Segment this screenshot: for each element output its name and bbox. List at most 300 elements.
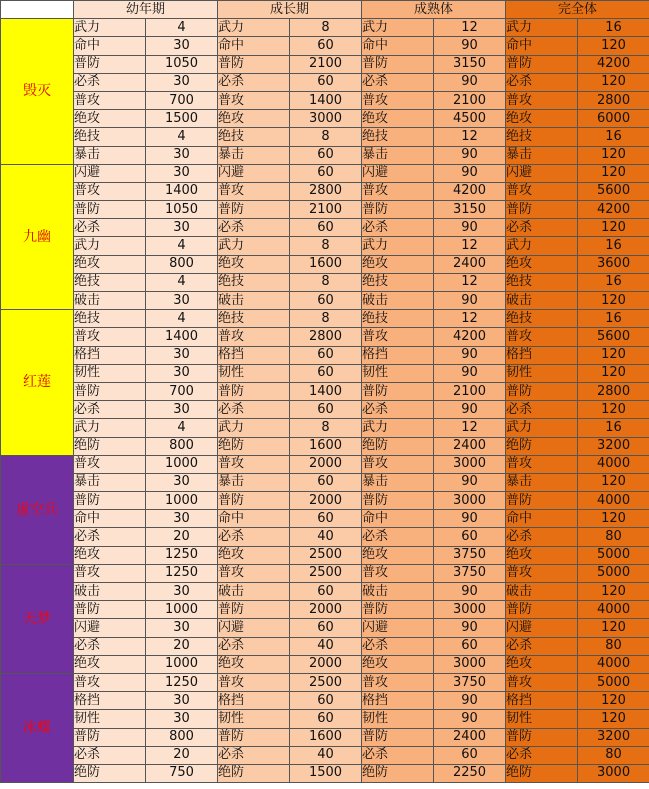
attribute-name-cell: 绝攻	[74, 110, 146, 128]
attribute-name-cell: 普攻	[506, 328, 578, 346]
attribute-name-cell: 绝防	[506, 764, 578, 782]
attribute-name-cell: 普防	[218, 492, 290, 510]
attribute-value-cell: 4000	[578, 655, 649, 673]
attribute-name-cell: 普防	[506, 492, 578, 510]
attribute-name-cell: 闪避	[506, 619, 578, 637]
attribute-value-cell: 6000	[578, 110, 649, 128]
attribute-name-cell: 绝攻	[506, 546, 578, 564]
attribute-value-cell: 12	[434, 237, 506, 255]
attribute-name-cell: 命中	[506, 510, 578, 528]
attribute-value-cell: 20	[146, 637, 218, 655]
attribute-name-cell: 格挡	[218, 346, 290, 364]
attribute-value-cell: 8	[290, 128, 362, 146]
attribute-name-cell: 格挡	[74, 692, 146, 710]
attribute-value-cell: 30	[146, 510, 218, 528]
attribute-value-cell: 120	[578, 37, 649, 55]
attribute-value-cell: 800	[146, 437, 218, 455]
attribute-name-cell: 韧性	[74, 710, 146, 728]
attribute-name-cell: 格挡	[218, 692, 290, 710]
attribute-value-cell: 8	[290, 310, 362, 328]
attribute-name-cell: 武力	[362, 419, 434, 437]
attribute-name-cell: 格挡	[74, 346, 146, 364]
attribute-name-cell: 普防	[74, 201, 146, 219]
attribute-value-cell: 80	[578, 528, 649, 546]
attribute-value-cell: 16	[578, 128, 649, 146]
attribute-name-cell: 普攻	[506, 564, 578, 582]
attribute-name-cell: 韧性	[506, 710, 578, 728]
attribute-name-cell: 绝技	[506, 128, 578, 146]
attribute-name-cell: 绝攻	[506, 655, 578, 673]
attribute-name-cell: 绝技	[362, 273, 434, 291]
attribute-name-cell: 普攻	[506, 91, 578, 109]
attribute-name-cell: 暴击	[74, 146, 146, 164]
attribute-value-cell: 5600	[578, 328, 649, 346]
attribute-value-cell: 1400	[290, 382, 362, 400]
attribute-value-cell: 2100	[290, 201, 362, 219]
attribute-name-cell: 普防	[362, 55, 434, 73]
attribute-name-cell: 普防	[218, 728, 290, 746]
attribute-value-cell: 40	[290, 528, 362, 546]
table-row	[1, 510, 649, 528]
attribute-name-cell: 必杀	[506, 401, 578, 419]
table-row	[1, 164, 649, 182]
attribute-name-cell: 绝技	[218, 128, 290, 146]
table-row	[1, 419, 649, 437]
group-label: 冰蝶	[1, 673, 74, 782]
attribute-value-cell: 2500	[290, 546, 362, 564]
attribute-name-cell: 必杀	[362, 219, 434, 237]
attribute-name-cell: 武力	[506, 419, 578, 437]
attribute-value-cell: 30	[146, 583, 218, 601]
attribute-name-cell: 必杀	[362, 401, 434, 419]
attribute-value-cell: 2250	[434, 764, 506, 782]
attribute-value-cell: 120	[578, 401, 649, 419]
attribute-value-cell: 1600	[290, 437, 362, 455]
attribute-name-cell: 绝技	[506, 273, 578, 291]
attribute-name-cell: 普攻	[74, 182, 146, 200]
attribute-value-cell: 90	[434, 164, 506, 182]
attribute-name-cell: 暴击	[362, 473, 434, 491]
attribute-value-cell: 30	[146, 146, 218, 164]
attribute-value-cell: 750	[146, 764, 218, 782]
attribute-name-cell: 普防	[506, 601, 578, 619]
attribute-value-cell: 60	[290, 583, 362, 601]
attribute-value-cell: 1050	[146, 201, 218, 219]
attribute-value-cell: 120	[578, 146, 649, 164]
attribute-name-cell: 普防	[506, 382, 578, 400]
attribute-value-cell: 2500	[290, 564, 362, 582]
attribute-value-cell: 1500	[290, 764, 362, 782]
group-label: 天梦	[1, 564, 74, 673]
table-body	[1, 19, 649, 783]
attribute-name-cell: 普攻	[506, 182, 578, 200]
attribute-name-cell: 普防	[74, 492, 146, 510]
attribute-name-cell: 武力	[218, 419, 290, 437]
attribute-name-cell: 普攻	[362, 91, 434, 109]
table-row	[1, 437, 649, 455]
attribute-name-cell: 普攻	[218, 455, 290, 473]
table-row	[1, 255, 649, 273]
attribute-value-cell: 3750	[434, 546, 506, 564]
attribute-name-cell: 武力	[362, 19, 434, 37]
attribute-name-cell: 韧性	[218, 364, 290, 382]
attribute-value-cell: 2100	[290, 55, 362, 73]
attribute-value-cell: 60	[290, 364, 362, 382]
table-row	[1, 601, 649, 619]
attribute-name-cell: 绝攻	[362, 546, 434, 564]
table-row	[1, 91, 649, 109]
table-row	[1, 473, 649, 491]
attribute-value-cell: 2800	[578, 91, 649, 109]
attribute-name-cell: 绝攻	[74, 655, 146, 673]
attribute-value-cell: 60	[290, 710, 362, 728]
attribute-name-cell: 破击	[218, 583, 290, 601]
attribute-name-cell: 普防	[74, 728, 146, 746]
group-label: 红莲	[1, 310, 74, 456]
attribute-value-cell: 30	[146, 401, 218, 419]
attribute-name-cell: 命中	[362, 37, 434, 55]
attribute-value-cell: 30	[146, 692, 218, 710]
attribute-name-cell: 暴击	[74, 473, 146, 491]
attribute-value-cell: 120	[578, 692, 649, 710]
attribute-name-cell: 绝攻	[74, 255, 146, 273]
attribute-name-cell: 普防	[218, 382, 290, 400]
header-row	[1, 1, 649, 19]
attribute-value-cell: 12	[434, 273, 506, 291]
attribute-value-cell: 3150	[434, 201, 506, 219]
table-row	[1, 73, 649, 91]
attribute-value-cell: 60	[434, 528, 506, 546]
attribute-name-cell: 闪避	[74, 164, 146, 182]
attribute-value-cell: 1250	[146, 564, 218, 582]
table-row	[1, 710, 649, 728]
attribute-name-cell: 韧性	[362, 710, 434, 728]
attribute-value-cell: 700	[146, 382, 218, 400]
table-row	[1, 655, 649, 673]
header-corner	[1, 1, 74, 19]
header-stage-1: 幼年期	[74, 1, 218, 19]
attribute-name-cell: 必杀	[506, 637, 578, 655]
attribute-name-cell: 破击	[74, 583, 146, 601]
attribute-name-cell: 韧性	[362, 364, 434, 382]
table-row	[1, 546, 649, 564]
attribute-value-cell: 120	[578, 510, 649, 528]
attribute-value-cell: 40	[290, 746, 362, 764]
attribute-value-cell: 90	[434, 146, 506, 164]
attribute-name-cell: 必杀	[74, 637, 146, 655]
attribute-value-cell: 90	[434, 710, 506, 728]
attribute-name-cell: 普防	[362, 492, 434, 510]
attribute-value-cell: 4	[146, 273, 218, 291]
attribute-value-cell: 3000	[434, 455, 506, 473]
attribute-value-cell: 2400	[434, 437, 506, 455]
attribute-value-cell: 4200	[434, 328, 506, 346]
attribute-value-cell: 90	[434, 619, 506, 637]
table-row	[1, 310, 649, 328]
attribute-value-cell: 12	[434, 128, 506, 146]
attribute-name-cell: 普攻	[218, 182, 290, 200]
attribute-name-cell: 普攻	[218, 91, 290, 109]
attribute-name-cell: 普攻	[362, 455, 434, 473]
attribute-name-cell: 破击	[506, 292, 578, 310]
attribute-value-cell: 90	[434, 364, 506, 382]
attribute-name-cell: 绝防	[218, 437, 290, 455]
attribute-name-cell: 必杀	[506, 746, 578, 764]
attribute-name-cell: 必杀	[74, 401, 146, 419]
attribute-name-cell: 暴击	[506, 473, 578, 491]
attribute-value-cell: 4200	[434, 182, 506, 200]
attribute-value-cell: 90	[434, 692, 506, 710]
attribute-name-cell: 破击	[74, 292, 146, 310]
attribute-name-cell: 普攻	[218, 673, 290, 691]
attribute-name-cell: 绝攻	[506, 255, 578, 273]
attribute-name-cell: 格挡	[362, 692, 434, 710]
attribute-value-cell: 90	[434, 73, 506, 91]
attribute-value-cell: 60	[290, 401, 362, 419]
attribute-name-cell: 普攻	[74, 91, 146, 109]
attribute-name-cell: 绝技	[362, 310, 434, 328]
attribute-name-cell: 绝攻	[362, 110, 434, 128]
attribute-name-cell: 必杀	[218, 219, 290, 237]
header-stage-4: 完全体	[506, 1, 649, 19]
attribute-value-cell: 120	[578, 583, 649, 601]
attribute-value-cell: 30	[146, 164, 218, 182]
attribute-name-cell: 普防	[362, 201, 434, 219]
attribute-value-cell: 1600	[290, 728, 362, 746]
table-row	[1, 19, 649, 37]
attribute-value-cell: 60	[290, 346, 362, 364]
attribute-value-cell: 30	[146, 473, 218, 491]
attribute-name-cell: 必杀	[74, 73, 146, 91]
attribute-value-cell: 90	[434, 583, 506, 601]
attribute-value-cell: 40	[290, 637, 362, 655]
table-row	[1, 146, 649, 164]
attribute-name-cell: 破击	[362, 292, 434, 310]
attribute-value-cell: 120	[578, 346, 649, 364]
attribute-value-cell: 60	[434, 746, 506, 764]
attribute-value-cell: 3150	[434, 55, 506, 73]
attribute-name-cell: 普防	[74, 55, 146, 73]
attribute-value-cell: 5000	[578, 564, 649, 582]
attribute-name-cell: 武力	[74, 237, 146, 255]
attribute-name-cell: 普攻	[74, 564, 146, 582]
attribute-name-cell: 普防	[218, 601, 290, 619]
attribute-name-cell: 绝技	[218, 310, 290, 328]
attribute-name-cell: 格挡	[506, 346, 578, 364]
attribute-value-cell: 8	[290, 237, 362, 255]
attribute-name-cell: 绝技	[218, 273, 290, 291]
attribute-name-cell: 绝防	[362, 764, 434, 782]
table-row	[1, 182, 649, 200]
attribute-value-cell: 2500	[290, 673, 362, 691]
attribute-value-cell: 2000	[290, 455, 362, 473]
attribute-value-cell: 3000	[434, 492, 506, 510]
attribute-value-cell: 60	[434, 637, 506, 655]
attribute-value-cell: 1400	[146, 328, 218, 346]
table-row	[1, 764, 649, 782]
attribute-value-cell: 1000	[146, 655, 218, 673]
table-row	[1, 619, 649, 637]
attribute-name-cell: 绝攻	[218, 110, 290, 128]
attribute-value-cell: 120	[578, 619, 649, 637]
attribute-value-cell: 30	[146, 710, 218, 728]
attribute-name-cell: 绝防	[362, 437, 434, 455]
attribute-name-cell: 韧性	[74, 364, 146, 382]
attribute-value-cell: 800	[146, 255, 218, 273]
attribute-value-cell: 30	[146, 73, 218, 91]
attribute-name-cell: 武力	[506, 19, 578, 37]
attribute-value-cell: 8	[290, 419, 362, 437]
attribute-name-cell: 破击	[506, 583, 578, 601]
table-row	[1, 37, 649, 55]
attribute-value-cell: 90	[434, 510, 506, 528]
attribute-name-cell: 必杀	[218, 528, 290, 546]
attribute-value-cell: 3200	[578, 437, 649, 455]
attribute-value-cell: 3750	[434, 564, 506, 582]
table-row	[1, 237, 649, 255]
attribute-name-cell: 普防	[362, 382, 434, 400]
attribute-name-cell: 武力	[74, 19, 146, 37]
attribute-value-cell: 3750	[434, 673, 506, 691]
attribute-value-cell: 4	[146, 128, 218, 146]
attribute-value-cell: 4	[146, 419, 218, 437]
attribute-name-cell: 武力	[506, 237, 578, 255]
attribute-value-cell: 5000	[578, 673, 649, 691]
header-stage-2: 成长期	[218, 1, 362, 19]
attribute-name-cell: 绝攻	[218, 546, 290, 564]
attribute-name-cell: 武力	[362, 237, 434, 255]
attribute-name-cell: 命中	[506, 37, 578, 55]
attribute-value-cell: 3000	[290, 110, 362, 128]
attribute-value-cell: 60	[290, 73, 362, 91]
attribute-value-cell: 8	[290, 19, 362, 37]
attribute-name-cell: 绝防	[218, 764, 290, 782]
attribute-value-cell: 700	[146, 91, 218, 109]
attribute-name-cell: 必杀	[218, 73, 290, 91]
attribute-value-cell: 2100	[434, 382, 506, 400]
table-row	[1, 328, 649, 346]
attribute-name-cell: 普防	[506, 728, 578, 746]
attribute-value-cell: 2000	[290, 601, 362, 619]
attribute-value-cell: 80	[578, 746, 649, 764]
attribute-value-cell: 2800	[290, 182, 362, 200]
attribute-name-cell: 武力	[74, 419, 146, 437]
attribute-name-cell: 绝技	[506, 310, 578, 328]
attribute-value-cell: 120	[578, 710, 649, 728]
attribute-value-cell: 1050	[146, 55, 218, 73]
table-row	[1, 128, 649, 146]
attribute-value-cell: 60	[290, 146, 362, 164]
attribute-value-cell: 120	[578, 73, 649, 91]
table-row	[1, 273, 649, 291]
attribute-value-cell: 5600	[578, 182, 649, 200]
attribute-value-cell: 60	[290, 510, 362, 528]
attribute-value-cell: 60	[290, 473, 362, 491]
attribute-name-cell: 必杀	[218, 637, 290, 655]
table-row	[1, 110, 649, 128]
attribute-value-cell: 30	[146, 292, 218, 310]
attribute-name-cell: 武力	[218, 19, 290, 37]
attribute-value-cell: 4	[146, 310, 218, 328]
attribute-value-cell: 30	[146, 619, 218, 637]
attribute-name-cell: 必杀	[362, 637, 434, 655]
attribute-value-cell: 90	[434, 292, 506, 310]
attribute-name-cell: 普攻	[218, 564, 290, 582]
attribute-value-cell: 16	[578, 237, 649, 255]
attribute-name-cell: 必杀	[218, 746, 290, 764]
attribute-value-cell: 8	[290, 273, 362, 291]
attribute-value-cell: 1250	[146, 673, 218, 691]
attribute-name-cell: 普攻	[362, 564, 434, 582]
attribute-name-cell: 必杀	[74, 219, 146, 237]
attribute-value-cell: 2000	[290, 492, 362, 510]
attribute-value-cell: 120	[578, 364, 649, 382]
table-row	[1, 219, 649, 237]
attribute-value-cell: 120	[578, 292, 649, 310]
table-row	[1, 346, 649, 364]
attribute-name-cell: 闪避	[218, 164, 290, 182]
attribute-name-cell: 格挡	[362, 346, 434, 364]
attribute-value-cell: 3600	[578, 255, 649, 273]
group-label: 九幽	[1, 164, 74, 310]
attribute-value-cell: 60	[290, 619, 362, 637]
group-label: 毁灭	[1, 19, 74, 165]
attribute-name-cell: 普攻	[506, 455, 578, 473]
attribute-value-cell: 3000	[434, 655, 506, 673]
table-row	[1, 401, 649, 419]
attribute-value-cell: 4200	[578, 201, 649, 219]
attribute-value-cell: 60	[290, 37, 362, 55]
attribute-value-cell: 4	[146, 237, 218, 255]
attribute-value-cell: 2800	[578, 382, 649, 400]
attribute-value-cell: 16	[578, 310, 649, 328]
attribute-name-cell: 格挡	[506, 692, 578, 710]
attribute-name-cell: 暴击	[218, 473, 290, 491]
attribute-value-cell: 60	[290, 164, 362, 182]
table-row	[1, 746, 649, 764]
attribute-name-cell: 绝防	[74, 437, 146, 455]
attribute-value-cell: 4000	[578, 601, 649, 619]
attribute-value-cell: 16	[578, 419, 649, 437]
attribute-name-cell: 普防	[74, 382, 146, 400]
attribute-name-cell: 必杀	[506, 528, 578, 546]
attribute-value-cell: 90	[434, 219, 506, 237]
attribute-name-cell: 普防	[218, 55, 290, 73]
attribute-value-cell: 1600	[290, 255, 362, 273]
attribute-value-cell: 12	[434, 419, 506, 437]
attribute-value-cell: 2100	[434, 91, 506, 109]
attribute-value-cell: 800	[146, 728, 218, 746]
attribute-value-cell: 120	[578, 473, 649, 491]
attribute-name-cell: 普防	[362, 601, 434, 619]
attribute-value-cell: 80	[578, 637, 649, 655]
attribute-name-cell: 命中	[74, 510, 146, 528]
attribute-value-cell: 90	[434, 401, 506, 419]
attribute-name-cell: 绝攻	[74, 546, 146, 564]
attribute-name-cell: 命中	[74, 37, 146, 55]
attribute-name-cell: 必杀	[218, 401, 290, 419]
attribute-value-cell: 120	[578, 219, 649, 237]
table-row	[1, 528, 649, 546]
attribute-value-cell: 2800	[290, 328, 362, 346]
attribute-value-cell: 30	[146, 364, 218, 382]
attribute-value-cell: 30	[146, 346, 218, 364]
attribute-name-cell: 绝攻	[506, 110, 578, 128]
table-row	[1, 583, 649, 601]
attribute-value-cell: 12	[434, 310, 506, 328]
attribute-name-cell: 命中	[218, 510, 290, 528]
attribute-name-cell: 普攻	[218, 328, 290, 346]
